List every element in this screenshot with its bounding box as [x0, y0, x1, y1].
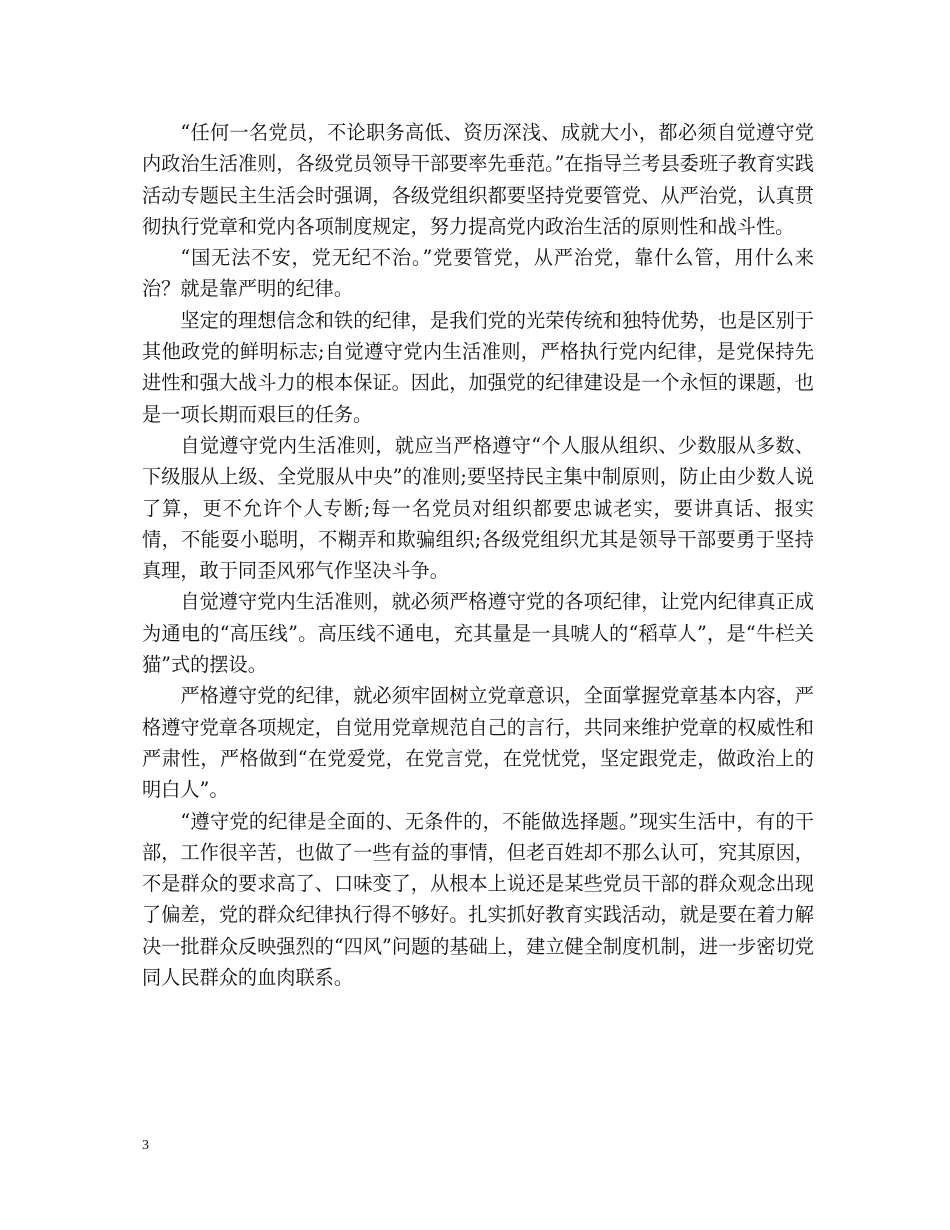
document-body [142, 117, 814, 993]
paragraph-5: 自觉遵守党内生活准则，就必须严格遵守党的各项纪律，让党内纪律真正成为通电的“高压线”。高压线不通电，充其量是一具唬人的“稻草人”，是“牛栏关猫”式的摆设。 [142, 590, 814, 677]
paragraph-7: “遵守党的纪律是全面的、无条件的，不能做选择题。”现实生活中，有的干部，工作很辛苦，也做了一些有益的事情，但老百姓却不那么认可，究其原因，不是群众的要求高了、口味变了，从根本上说还是某些党员干部的群众观念出现了偏差，党的群众纪律执行得不够好。扎实抓好教育实践活动，就是要在着力解决一批群众反映强烈的“四风”问题的基础上，建立健全制度机制，进一步密切党同人民群众的血肉联系。 [142, 809, 814, 990]
paragraph-4: 自觉遵守党内生活准则，就应当严格遵守“个人服从组织、少数服从多数、下级服从上级、全党服从中央”的准则;要坚持民主集中制原则，防止由少数人说了算，更不允许个人专断;每一名党员对组织都要忠诚老实，要讲真话、报实情，不能耍小聪明，不糊弄和欺骗组织;各级党组织尤其是领导干部要勇于坚持真理，敢于同歪风邪气作坚决斗争。 [142, 433, 814, 583]
paragraph-6: 严格遵守党的纪律，就必须牢固树立党章意识，全面掌握党章基本内容，严格遵守党章各项规定，自觉用党章规范自己的言行，共同来维护党章的权威性和严肃性，严格做到“在党爱党，在党言党，在党忧党，坚定跟党走，做政治上的明白人”。 [142, 684, 814, 802]
paragraph-2: “国无法不安，党无纪不治。”党要管党，从严治党，靠什么管，用什么来治？就是靠严明的纪律。 [142, 246, 814, 301]
paragraph-3: 坚定的理想信念和铁的纪律，是我们党的光荣传统和独特优势，也是区别于其他政党的鲜明标志;自觉遵守党内生活准则，严格执行党内纪律，是党保持先进性和强大战斗力的根本保证。因此，加强党的纪律建设是一个永恒的课题，也是一项长期而艰巨的任务。 [142, 308, 814, 426]
paragraph-1: “任何一名党员，不论职务高低、资历深浅、成就大小，都必须自觉遵守党内政治生活准则，各级党员领导干部要率先垂范。”在指导兰考县委班子教育实践活动专题民主生活会时强调，各级党组织都要坚持党要管党、从严治党，认真贯彻执行党章和党内各项制度规定，努力提高党内政治生活的原则性和战斗性。 [142, 121, 814, 238]
page-number: 3 [142, 1138, 149, 1153]
